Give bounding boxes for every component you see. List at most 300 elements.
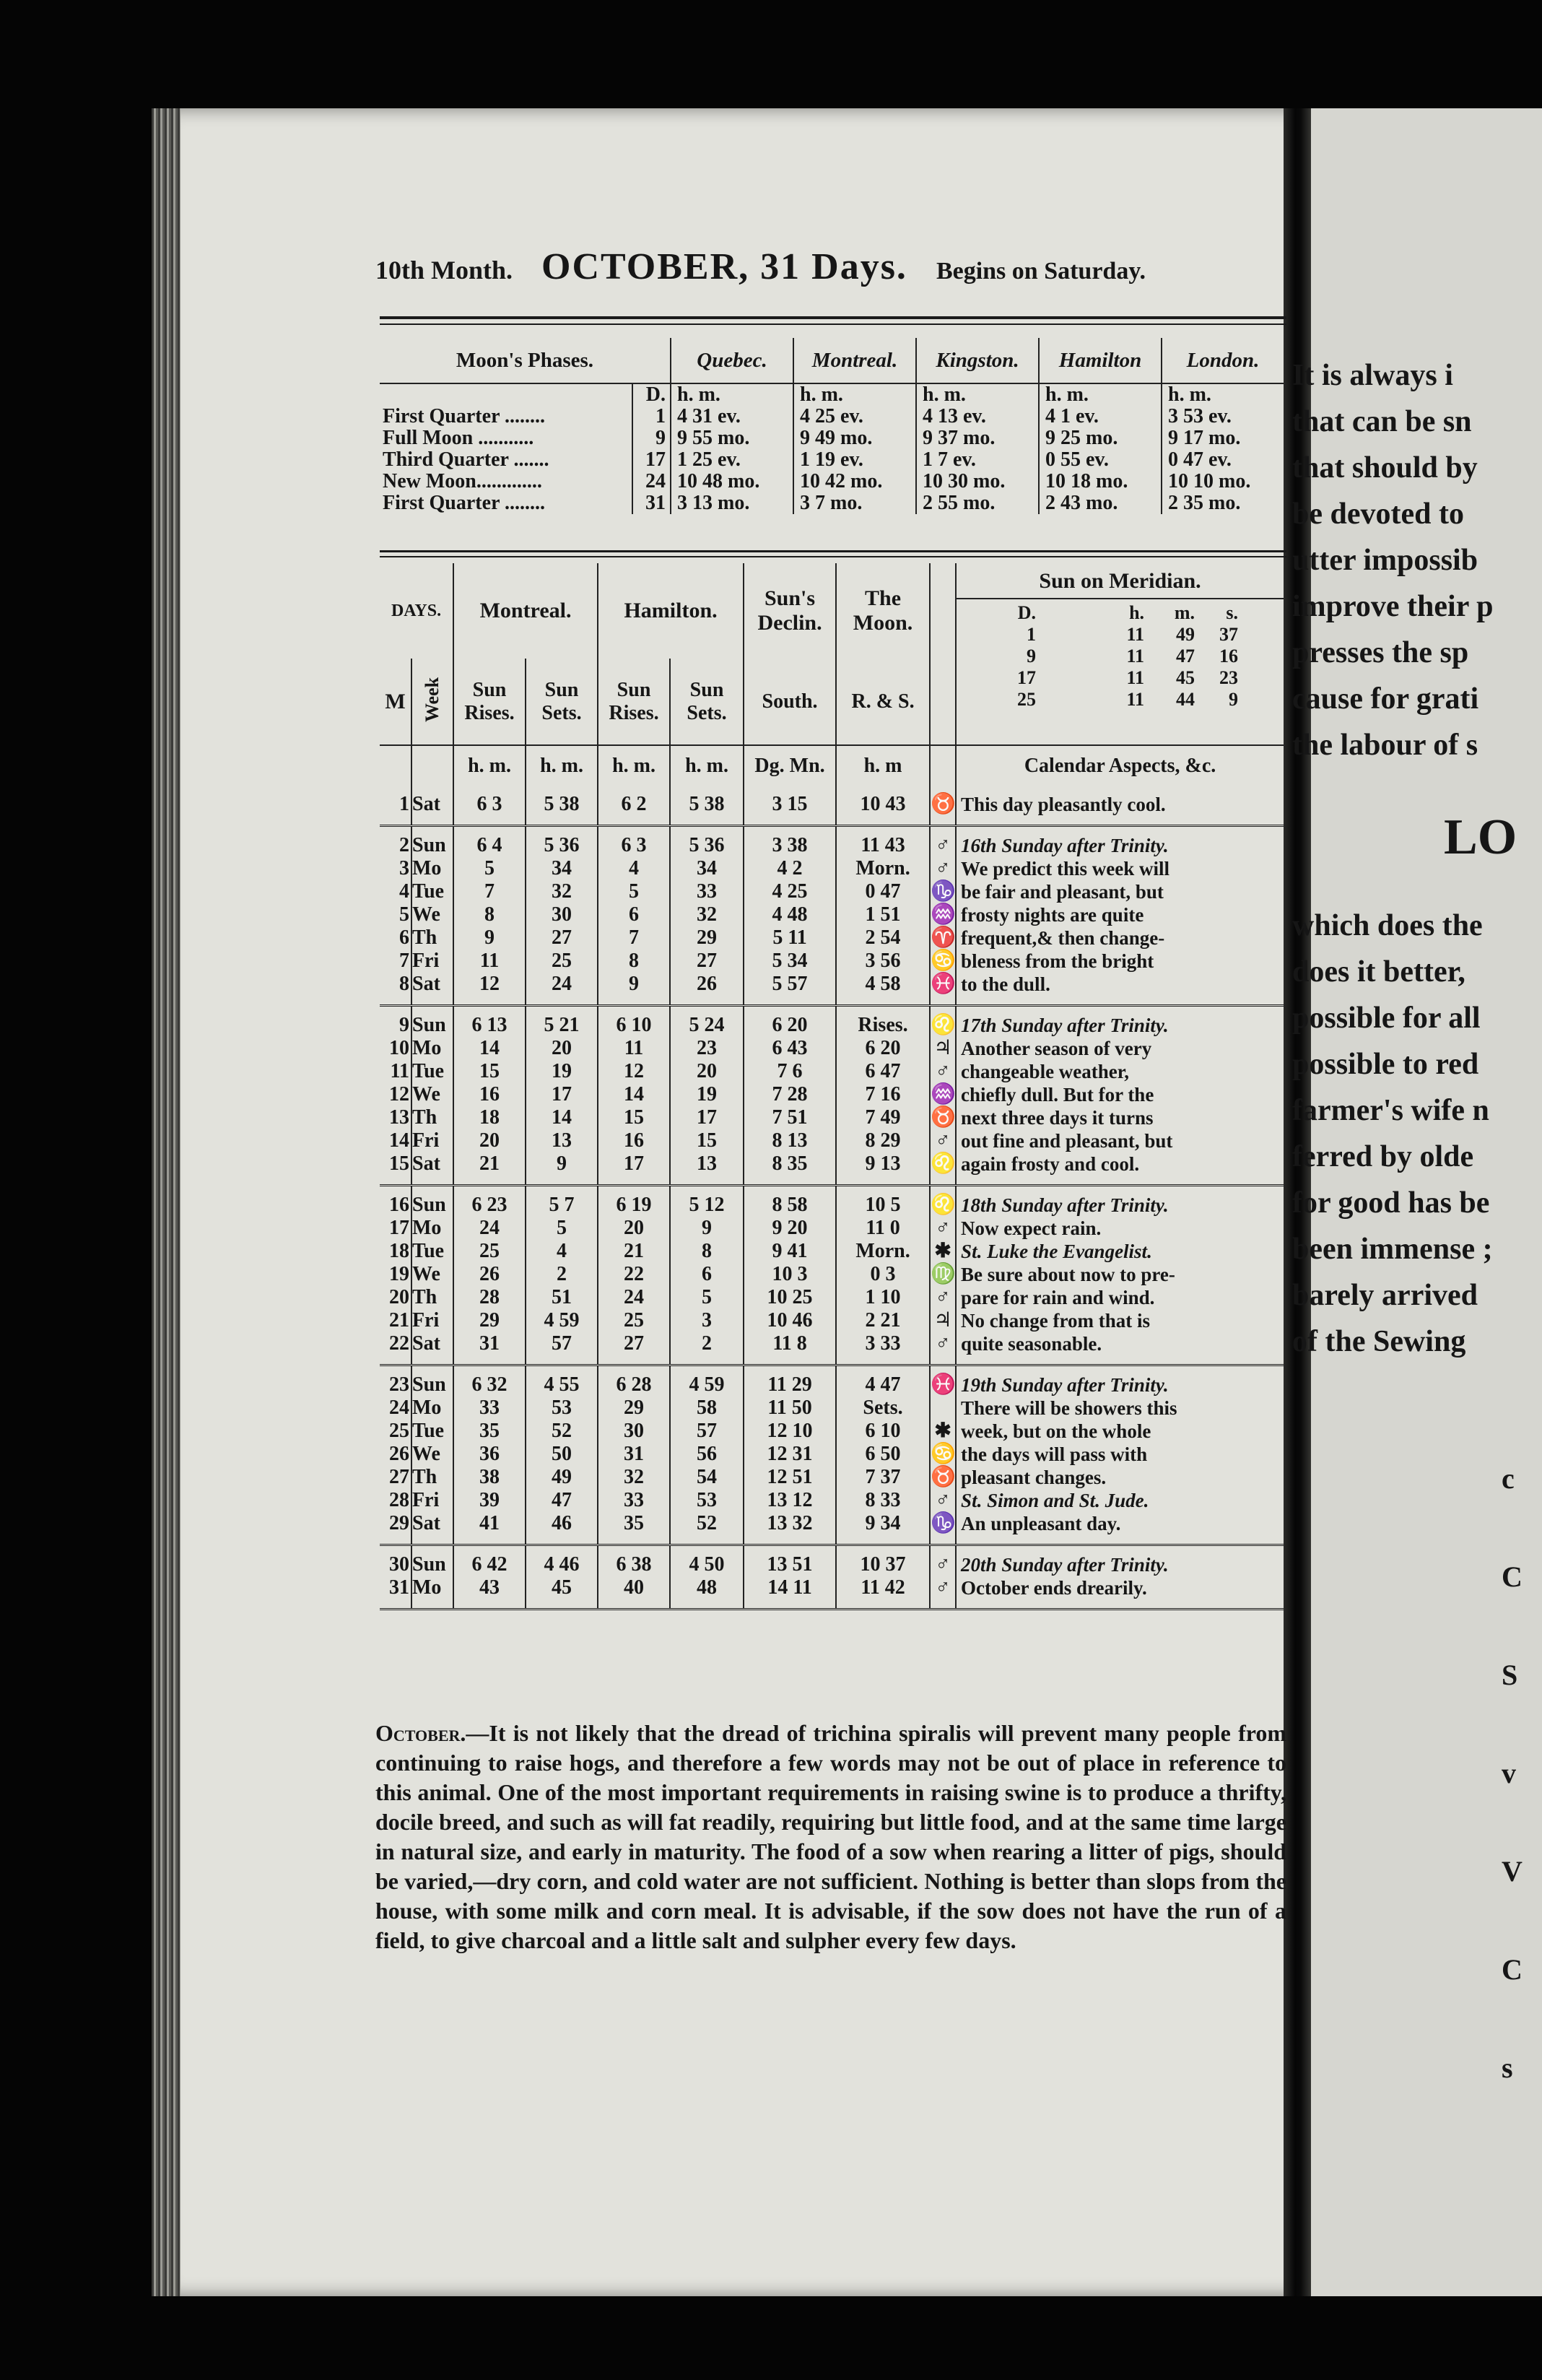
calendar-week [380,1365,1284,1545]
montreal-sunrise: 9 [453,926,526,950]
right-page-letter: S [1502,1659,1518,1691]
calendar-aspect: 19th Sunday after Trinity. [961,1374,1169,1396]
day-number: 14 [380,1129,411,1152]
montreal-sunset: 27 [526,926,598,950]
calendar-day-row [380,786,1284,826]
montreal-sunset: 5 7 [526,1186,598,1217]
unit-label: Dg. Mn. [744,745,836,786]
montreal-sunset: 25 [526,950,598,973]
calendar-aspect: quite seasonable. [961,1333,1102,1355]
sun-declination: 11 8 [744,1332,836,1365]
weekday: Sun [411,1365,453,1397]
montreal-sunset: 5 21 [526,1006,598,1038]
montreal-sunset: 47 [526,1489,598,1512]
hamilton-sunset: 29 [670,926,744,950]
day-number: 18 [380,1240,411,1263]
montreal-sunset: 45 [526,1576,598,1610]
montreal-sunrise: 20 [453,1129,526,1152]
day-label: D. [632,383,671,406]
calendar-week [380,1186,1284,1365]
montreal-sunset: 49 [526,1466,598,1489]
weekday: Tue [411,1420,453,1443]
rs-label: R. & S. [836,659,930,745]
montreal-sunset: 17 [526,1083,598,1106]
meridian-hour: 11 [1126,667,1145,688]
montreal-sunrise: 43 [453,1576,526,1610]
day-number: 20 [380,1286,411,1309]
calendar-aspect: week, but on the whole [961,1420,1151,1442]
montreal-sunset: 30 [526,903,598,926]
right-page-line: barely arrived [1292,1279,1478,1312]
meridian-row [993,624,1284,646]
weekday: Sun [411,826,453,858]
hm-label: h. m. [1168,383,1211,406]
phase-time: 4 13 ev. [916,406,1039,427]
sun-declination: 10 46 [744,1309,836,1332]
calendar-day-row [380,973,1284,1006]
right-page-letter: s [1502,2051,1513,2084]
zodiac-sign: ♓ [930,1365,956,1397]
moon-rise-set: 7 37 [836,1466,930,1489]
calendar-day-row [380,1106,1284,1129]
header-rule [380,323,1286,325]
hamilton-sunrise: 17 [598,1152,670,1186]
montreal-sunrise: 6 3 [453,786,526,826]
hamilton-sunset: 52 [670,1512,744,1545]
calendar-day-row [380,1420,1284,1443]
montreal-sunrise: 41 [453,1512,526,1545]
hamilton-sunset: 57 [670,1420,744,1443]
moon-rise-set: 2 54 [836,926,930,950]
sun-declination: 8 58 [744,1186,836,1217]
zodiac-sign: ♒ [931,1083,956,1106]
day-number: 5 [380,903,411,926]
calendar-day-row [380,1397,1284,1420]
day-number: 4 [380,880,411,903]
calendar-aspect: Another season of very [961,1038,1152,1059]
hamilton-sunset: 27 [670,950,744,973]
calendar-aspect: 20th Sunday after Trinity. [961,1554,1169,1576]
montreal-sunrise: 39 [453,1489,526,1512]
weekday: Fri [411,1309,453,1332]
calendar-aspect: 16th Sunday after Trinity. [961,835,1169,856]
montreal-sunrise: 6 23 [453,1186,526,1217]
hamilton-sunset: 8 [670,1240,744,1263]
right-page-line: the labour of s [1292,729,1478,762]
sun-declination: 5 34 [744,950,836,973]
calendar-aspect: St. Luke the Evangelist. [961,1241,1152,1262]
hamilton-sunrise: 21 [598,1240,670,1263]
calendar-aspect: 18th Sunday after Trinity. [961,1194,1169,1216]
hamilton-sunrise: 11 [598,1037,670,1060]
zodiac-sign: ♂ [930,857,956,880]
moon-rise-set: Rises. [836,1006,930,1038]
montreal-sunrise: 24 [453,1217,526,1240]
calendar-aspect: Now expect rain. [961,1217,1102,1239]
montreal-sunrise: 11 [453,950,526,973]
hamilton-sunrise: 6 2 [598,786,670,826]
montreal-sunset: 2 [526,1263,598,1286]
moon-rise-set: Sets. [836,1397,930,1420]
day-number: 31 [380,1576,411,1610]
calendar-week [380,1006,1284,1186]
phase-day: 31 [632,492,671,514]
hamilton-sunrise: 6 3 [598,826,670,858]
city-quebec: Quebec. [671,338,793,383]
day-number: 30 [380,1545,411,1577]
day-number: 21 [380,1309,411,1332]
calendar-day-row [380,1332,1284,1365]
day-number: 11 [380,1060,411,1083]
day-number: 17 [380,1217,411,1240]
montreal-sunset: 57 [526,1332,598,1365]
calendar-aspect: chiefly dull. But for the [961,1084,1154,1106]
weekday: Fri [411,950,453,973]
montreal-sunrise: 6 4 [453,826,526,858]
meridian-row [993,646,1284,667]
sun-declination: 4 2 [744,857,836,880]
right-page-line: be devoted to [1292,498,1464,531]
hm-label: h. m. [793,383,916,406]
moon-rise-set: Morn. [836,1240,930,1263]
phase-row [380,449,1284,471]
day-number: 13 [380,1106,411,1129]
hamilton-sunset: 32 [670,903,744,926]
calendar-day-row [380,1037,1284,1060]
sun-declination: 8 35 [744,1152,836,1186]
day-number: 3 [380,857,411,880]
zodiac-sign: ♓ [930,973,956,1006]
sun-declination: 10 3 [744,1263,836,1286]
phase-time: 9 17 mo. [1168,427,1241,449]
sun-declination: 4 25 [744,880,836,903]
montreal-sunset: 4 46 [526,1545,598,1577]
day-number: 23 [380,1365,411,1397]
hamilton-sunrise: 14 [598,1083,670,1106]
declin-header: Sun's Declin. [744,563,836,659]
hamilton-sunset: 48 [670,1576,744,1610]
day-number: 7 [380,950,411,973]
montreal-sunset: 20 [526,1037,598,1060]
right-page-line: cause for grati [1292,682,1479,716]
table-rule [380,550,1286,552]
phase-time: 3 7 mo. [793,492,916,514]
zodiac-sign: ♂ [930,1545,956,1577]
day-number: 9 [380,1006,411,1038]
moon-rise-set: 8 29 [836,1129,930,1152]
right-page-text-bottom [1292,903,1538,1365]
hamilton-sunrise: 4 [598,857,670,880]
hamilton-sunrise: 6 38 [598,1545,670,1577]
montreal-sunset: 46 [526,1512,598,1545]
right-page-line: of the Sewing [1292,1325,1466,1358]
calendar-day-row [380,926,1284,950]
calendar-day-row [380,1545,1284,1577]
sun-declination: 6 43 [744,1037,836,1060]
moon-phases-table [380,338,1284,514]
zodiac-sign: ♌ [930,1152,956,1186]
hamilton-sunrise: 6 [598,903,670,926]
montreal-header: Montreal. [453,563,598,659]
hamilton-sunset: 5 [670,1286,744,1309]
page-header [375,246,1286,296]
day-number: 1 [380,786,411,826]
calendar-week [380,826,1284,1006]
hamilton-sunset: 5 38 [670,786,744,826]
right-page-letter: c [1502,1462,1515,1495]
day-number: 6 [380,926,411,950]
right-page-line: It is always i [1292,359,1453,392]
hm-label: h. m. [671,383,793,406]
weekday: Th [411,1106,453,1129]
calendar-day-row [380,1083,1284,1106]
sun-declination: 11 50 [744,1397,836,1420]
calendar-day-row [380,1512,1284,1545]
calendar-day-row [380,880,1284,903]
montreal-sunset: 51 [526,1286,598,1309]
moon-rise-set: 1 10 [836,1286,930,1309]
zodiac-sign: ♂ [930,1286,956,1309]
day-number: 24 [380,1397,411,1420]
phase-time: 9 25 mo. [1039,427,1162,449]
phase-name: New Moon............. [380,471,632,492]
montreal-sunrise: 26 [453,1263,526,1286]
moon-rise-set: 9 13 [836,1152,930,1186]
meridian-table [957,598,1284,711]
meridian-row [993,689,1284,711]
calendar-day-row [380,1060,1284,1083]
hamilton-sunset: 5 36 [670,826,744,858]
montreal-sunset: 14 [526,1106,598,1129]
weekday: Th [411,926,453,950]
meridian-hour: 11 [1126,646,1145,666]
weekday: Mo [411,1037,453,1060]
meridian-hour: 11 [1126,624,1145,645]
hamilton-sunrise: 33 [598,1489,670,1512]
zodiac-sign: ♃ [930,1037,956,1060]
hamilton-sunset: 13 [670,1152,744,1186]
montreal-sunrise: 6 13 [453,1006,526,1038]
hamilton-sunrise: 8 [598,950,670,973]
moon-rise-set: 11 42 [836,1576,930,1610]
day-number: 2 [380,826,411,858]
phase-name: Full Moon ........... [380,427,632,449]
calendar-aspect: An unpleasant day. [961,1513,1121,1534]
meridian-minute: 45 [1176,667,1195,688]
page-edge [152,108,180,2296]
meridian-second: 9 [1229,689,1239,710]
weekday: Fri [411,1129,453,1152]
hamilton-sunrise: 30 [598,1420,670,1443]
zodiac-sign: ♑ [930,1512,956,1545]
hamilton-sunset: 33 [670,880,744,903]
weekday: Tue [411,880,453,903]
weekday: Sat [411,1152,453,1186]
calendar-head [380,563,1284,786]
calendar-day-row [380,1576,1284,1610]
sun-declination: 9 20 [744,1217,836,1240]
right-page-text-top [1292,352,1538,768]
m-label: M [380,659,411,745]
hamilton-sunset: 19 [670,1083,744,1106]
weekday: Fri [411,1489,453,1512]
moon-rise-set: 10 5 [836,1186,930,1217]
moon-rise-set: 0 3 [836,1263,930,1286]
unit-label: h. m. [670,745,744,786]
weekday: Sun [411,1006,453,1038]
table-rule [380,556,1286,557]
montreal-sunset: 5 [526,1217,598,1240]
sun-declination: 6 20 [744,1006,836,1038]
hamilton-sunset: 5 24 [670,1006,744,1038]
weekday: We [411,1263,453,1286]
phases-body [380,383,1284,514]
zodiac-sign: ♌ [930,1006,956,1038]
montreal-sunset: 34 [526,857,598,880]
montreal-sets-label: Sun Sets. [526,659,598,745]
calendar-day-row [380,1309,1284,1332]
phase-time: 0 47 ev. [1168,448,1232,471]
hamilton-sunset: 15 [670,1129,744,1152]
weekday: Sat [411,1332,453,1365]
meridian-hour: 11 [1126,689,1145,710]
montreal-rises-label: Sun Rises. [453,659,526,745]
weekday: Mo [411,857,453,880]
zodiac-sign: ♂ [930,1217,956,1240]
hamilton-rises-label: Sun Rises. [598,659,670,745]
moon-rise-set: 9 34 [836,1512,930,1545]
calendar-day-row [380,1217,1284,1240]
montreal-sunset: 32 [526,880,598,903]
moon-rise-set: 11 43 [836,826,930,858]
phase-time: 4 31 ev. [671,406,793,427]
right-page-line: that can be sn [1292,405,1472,438]
weekday: Sun [411,1186,453,1217]
moon-rise-set: 7 16 [836,1083,930,1106]
weekday: Tue [411,1240,453,1263]
sun-declination: 7 6 [744,1060,836,1083]
montreal-sunrise: 8 [453,903,526,926]
right-page-letter: C [1502,1560,1523,1593]
hamilton-sunrise: 27 [598,1332,670,1365]
zodiac-sign: ♂ [930,1576,956,1610]
calendar-aspect: frequent,& then change- [961,927,1165,949]
montreal-sunset: 9 [526,1152,598,1186]
hamilton-sunrise: 15 [598,1106,670,1129]
phase-time: 1 7 ev. [916,449,1039,471]
calendar-week [380,1545,1284,1610]
hamilton-sunrise: 6 28 [598,1365,670,1397]
moon-rise-set: 3 56 [836,950,930,973]
phase-time: 10 10 mo. [1168,470,1251,492]
hamilton-sunrise: 7 [598,926,670,950]
hamilton-sunset: 4 59 [670,1365,744,1397]
montreal-sunrise: 18 [453,1106,526,1129]
hamilton-sunset: 4 50 [670,1545,744,1577]
moon-rise-set: 10 43 [836,786,930,826]
montreal-sunrise: 5 [453,857,526,880]
montreal-sunset: 13 [526,1129,598,1152]
phase-time: 9 49 mo. [793,427,916,449]
hamilton-sets-label: Sun Sets. [670,659,744,745]
day-number: 8 [380,973,411,1006]
montreal-sunset: 4 [526,1240,598,1263]
days-label: DAYS. [380,563,453,659]
phase-time: 3 13 mo. [671,492,793,514]
montreal-sunrise: 33 [453,1397,526,1420]
sun-declination: 8 13 [744,1129,836,1152]
hamilton-sunset: 54 [670,1466,744,1489]
calendar-aspect: pare for rain and wind. [961,1287,1155,1308]
calendar-table [380,563,1284,1610]
calendar-aspect: frosty nights are quite [961,904,1144,926]
moon-rise-set: 1 51 [836,903,930,926]
zodiac-sign: ♂ [930,1129,956,1152]
right-page-line: been immense ; [1292,1233,1493,1266]
south-label: South. [744,659,836,745]
phase-time: 3 53 ev. [1168,405,1232,427]
montreal-sunrise: 12 [453,973,526,1006]
montreal-sunset: 4 59 [526,1309,598,1332]
moon-rise-set: 4 58 [836,973,930,1006]
hamilton-sunset: 56 [670,1443,744,1466]
meridian-day: 1 [1027,624,1037,645]
day-number: 16 [380,1186,411,1217]
hamilton-sunset: 17 [670,1106,744,1129]
montreal-sunset: 24 [526,973,598,1006]
montreal-sunrise: 25 [453,1240,526,1263]
meridian-head-s: s. [1226,602,1239,623]
hamilton-sunset: 2 [670,1332,744,1365]
phase-time: 10 48 mo. [671,471,793,492]
hamilton-sunrise: 25 [598,1309,670,1332]
calendar-aspect: Be sure about now to pre- [961,1264,1175,1285]
city-london: London. [1162,338,1284,383]
unit-label: h. m. [453,745,526,786]
moon-rise-set: 6 10 [836,1420,930,1443]
weekday: Sat [411,1512,453,1545]
zodiac-sign: ♑ [931,880,956,903]
montreal-sunrise: 15 [453,1060,526,1083]
week-label-text: Week [422,677,443,722]
moon-rise-set: 11 0 [836,1217,930,1240]
day-number: 12 [380,1083,411,1106]
phase-time: 4 1 ev. [1039,406,1162,427]
montreal-sunset: 5 36 [526,826,598,858]
sun-declination: 13 12 [744,1489,836,1512]
montreal-sunrise: 21 [453,1152,526,1186]
phase-day: 17 [632,449,671,471]
calendar-day-row [380,1286,1284,1309]
sun-declination: 11 29 [744,1365,836,1397]
hamilton-header: Hamilton. [598,563,744,659]
phase-time: 10 30 mo. [916,471,1039,492]
calendar-day-row [380,1263,1284,1286]
hamilton-sunrise: 32 [598,1466,670,1489]
begins-on-label: Begins on Saturday. [936,258,1146,285]
montreal-sunrise: 7 [453,880,526,903]
day-number: 26 [380,1443,411,1466]
hamilton-sunset: 9 [670,1217,744,1240]
meridian-minute: 47 [1176,646,1195,666]
hamilton-sunset: 26 [670,973,744,1006]
sun-declination: 7 51 [744,1106,836,1129]
moon-rise-set: 2 21 [836,1309,930,1332]
hamilton-sunrise: 35 [598,1512,670,1545]
phase-row [380,427,1284,449]
zodiac-sign: ♃ [930,1309,956,1332]
unit-label: h. m. [598,745,670,786]
